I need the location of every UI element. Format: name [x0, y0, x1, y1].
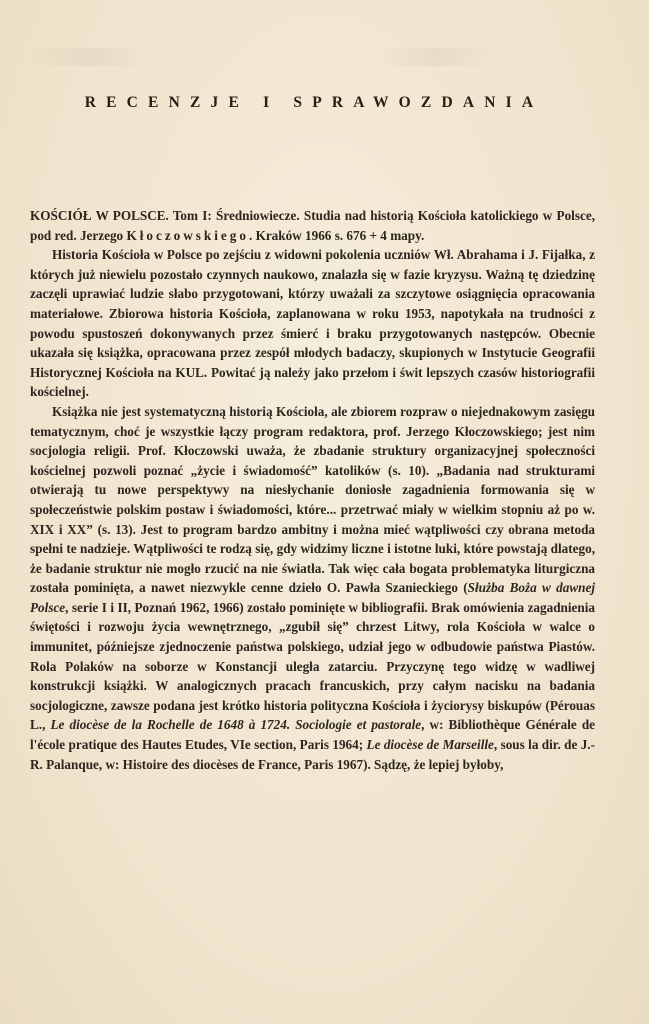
paragraph-2-text-b: , serie I i II, Poznań 1962, 1966) zostało pominięte w bibliografii. Brak omówienia zagadnienia świętości i rozwoju życia wewnętrznego, „zgubił się” chrzest Litwy, rola Kościoła w walce o immunitet, późniejsze zjednoczenie państwa polskiego, udział jego w odbudowie państwa Piastów. Rola Polaków na soborze w Konstancji uległa zatarciu. Przyczynę tego widzę w wadliwej konstrukcji książki. W analogicznych pracach francuskich, przy całym nacisku na badania socjologiczne, zawsze podana jest krótko historia polityczna Kościoła i życiorysy biskupów (Pérouas L.,	[30, 599, 595, 733]
paragraph-2	[30, 402, 595, 774]
publication-details: . Kraków 1966 s. 676 + 4 mapy.	[248, 227, 425, 243]
editor-name: Kłoczowskiego	[126, 227, 249, 243]
review-article	[30, 206, 595, 774]
bleed-through-header	[30, 48, 610, 66]
cited-title-szaniecki: Służba Boża w dawnej Polsce	[30, 580, 595, 615]
book-title: KOŚCIÓŁ W POLSCE. Tom I: Średniowiecze. Studia nad historią Kościoła katolickiego w Polsce, pod red. Jerzego	[30, 208, 595, 243]
section-heading: RECENZJE I SPRAWOZDANIA	[84, 94, 544, 111]
cited-title-perouas: Le diocèse de la Rochelle de 1648 à 1724. Sociologie et pastorale	[50, 717, 422, 733]
paragraph-2-text-a: Książka nie jest systematyczną historią Kościoła, ale zbiorem rozpraw o niejednakowym zasięgu tematycznym, choć je wszystkie łączy program redaktora, prof. Jerzego Kłoczowskiego; jest nim socjologia religii. Prof. Kłoczowski uważa, że zbadanie struktury organizacyjnej społeczności kościelnej pozwoli poznać „życie i świadomość” katolików (s. 10). „Badania nad strukturami otwierają tu nowe perspektywy na niesłychanie doniosłe zagadnienia formowania się w społeczeństwie polskim postaw i świadomości, które... przetrwać miały w wielkim stopniu aż po w. XIX i XX” (s. 13). Jest to program bardzo ambitny i można mieć wątpliwości czy obrana metoda spełni te nadzieje. Wątpliwości te rodzą się, gdy widzimy liczne i istotne luki, które powstają dlatego, że badanie struktur nie mogło rzucić na nie światła. Tak więc cała bogata problematyka liturgiczna została pominięta, a nawet niezwykle cenne dzieło O. Pawła Szanieckiego (	[30, 403, 595, 596]
paragraph-2-text-d: , sous la dir. de J.-R. Palanque, w: Histoire des diocèses de France, Paris 1967). Sądzę, że lepiej byłoby,	[30, 737, 595, 772]
bibliographic-entry	[30, 206, 595, 245]
paragraph-2-text-c: , w: Bibliothèque Générale de l'école pratique des Hautes Etudes, VIe section, Paris 1964;	[30, 717, 596, 753]
paragraph-1: Historia Kościoła w Polsce po zejściu z widowni pokolenia uczniów Wł. Abrahama i J. Fijałka, z których już niewielu pozostało czynnych naukowo, znalazła się w fazie kryzysu. Ważną tę dziedzinę zaczęli uprawiać ludzie słabo przygotowani, którzy uważali za szczytowe osiągnięcia opracowania materiałowe. Zbiorowa historia Kościoła, zaplanowana w roku 1953, napotykała na trudności z powodu spustoszeń dokonywanych przez śmierć i braku przygotowanych następców. Obecnie ukazała się książka, opracowana przez zespół młodych badaczy, skupionych w Instytucie Geografii Historycznej Kościoła na KUL. Powitać ją należy jako przełom i świt lepszych czasów historiografii kościelnej.	[30, 247, 595, 400]
cited-title-marseille: Le diocèse de Marseille	[366, 737, 494, 753]
